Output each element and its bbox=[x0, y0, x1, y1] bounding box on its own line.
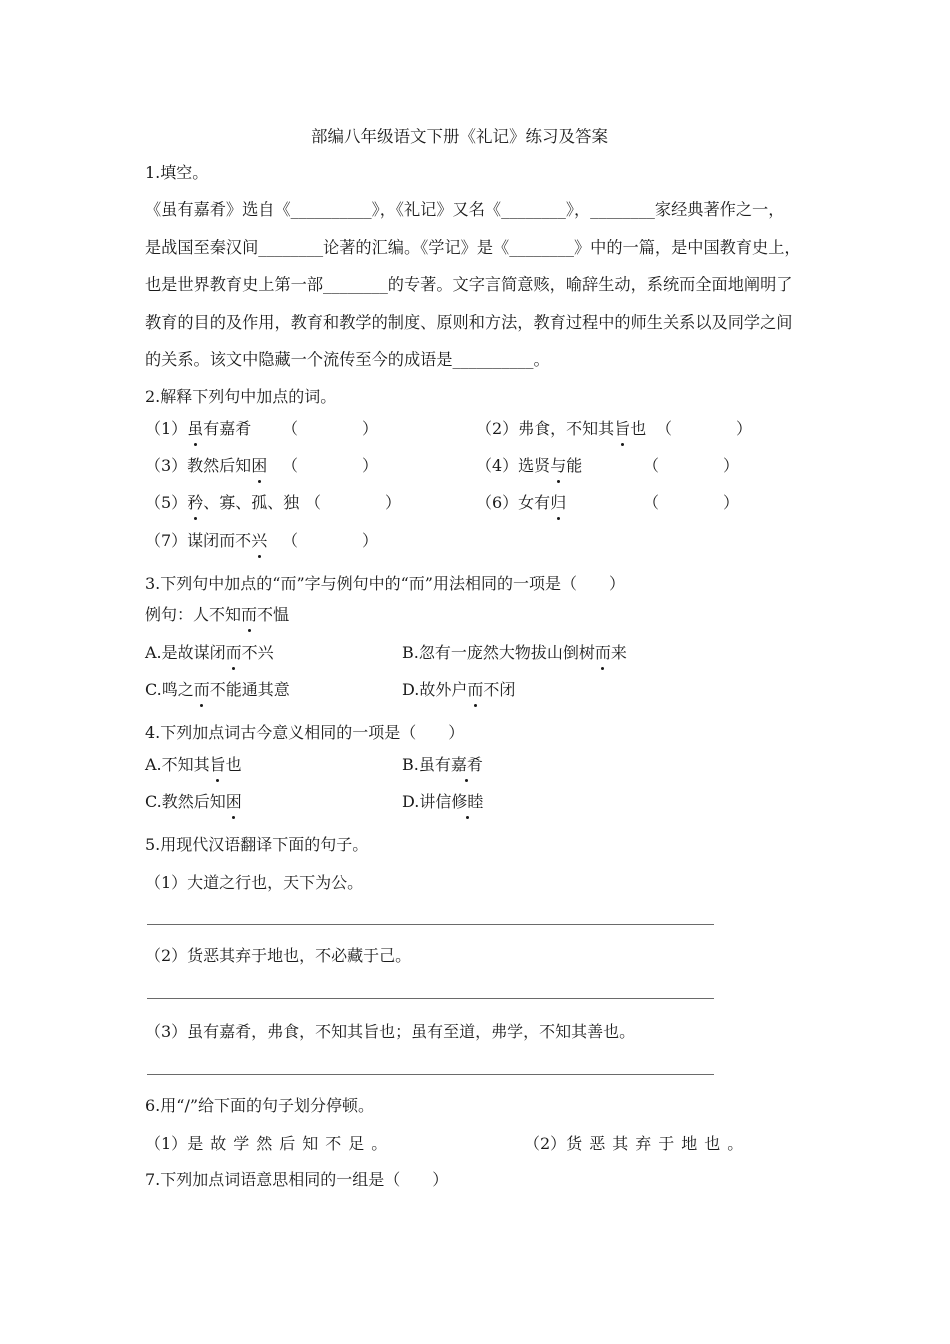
q4-option-b bbox=[402, 755, 483, 775]
q2-item-7-prefix: （7）谋闭而不 bbox=[145, 531, 252, 550]
q5-answer-line-1 bbox=[147, 924, 714, 925]
q4-option-c-prefix: C.教然后知 bbox=[145, 792, 226, 811]
q2-item-7-answer: （ ） bbox=[282, 531, 379, 550]
q2-item-6 bbox=[476, 493, 566, 513]
q4-option-d-prefix: D.讲信 bbox=[402, 792, 452, 811]
q2-item-3 bbox=[145, 456, 267, 476]
q2-item-7 bbox=[145, 531, 267, 551]
q4-option-a-suffix: 也 bbox=[225, 755, 242, 774]
q2-item-6-dotted-word: 归 bbox=[550, 493, 567, 512]
q3-option-a-dotted-word: 而 bbox=[225, 643, 242, 662]
q4-option-b-prefix: B.虽有 bbox=[402, 755, 451, 774]
q2-item-7-dotted-word: 兴 bbox=[251, 531, 268, 550]
q3-option-d-suffix: 不闭 bbox=[483, 680, 516, 699]
q3-example-prefix: 例句：人不知 bbox=[145, 605, 242, 624]
q3-example-suffix: 不愠 bbox=[257, 605, 290, 624]
q4-option-c-dotted-word: 困 bbox=[225, 792, 242, 811]
q6-sentence-2 bbox=[524, 1134, 750, 1154]
q2-item-5 bbox=[145, 493, 299, 513]
q2-item-6-prefix: （6）女有 bbox=[476, 493, 551, 512]
q1-line-4: 教育的目的及作用，教育和教学的制度、原则和方法，教育过程中的师生关系以及同学之间 bbox=[145, 313, 793, 332]
q1-heading: 1.填空。 bbox=[145, 163, 209, 182]
q2-item-2 bbox=[476, 419, 646, 439]
q2-item-2-dotted-word: 旨 bbox=[614, 419, 631, 438]
q5-answer-line-3 bbox=[147, 1074, 714, 1075]
q5-sentence-3: （3）虽有嘉肴，弗食，不知其旨也；虽有至道，弗学，不知其善也。 bbox=[145, 1022, 636, 1041]
q2-item-3-prefix: （3）教然后知 bbox=[145, 456, 252, 475]
q4-option-a bbox=[145, 755, 242, 775]
page-title: 部编八年级语文下册《礼记》练习及答案 bbox=[311, 127, 608, 146]
q2-item-4-dotted-word: 与 bbox=[550, 456, 567, 475]
q2-item-1-dotted-word: 虽 bbox=[187, 419, 204, 438]
q2-item-5-answer: （ ） bbox=[305, 493, 402, 512]
q2-item-2-answer: （ ） bbox=[656, 419, 753, 438]
q3-option-b-suffix: 来 bbox=[610, 643, 627, 662]
q3-option-b bbox=[402, 643, 627, 663]
q4-heading: 4.下列加点词古今意义相同的一项是（ ） bbox=[145, 723, 465, 742]
q6-sentence-2-number: （2） bbox=[524, 1134, 567, 1153]
q4-option-d bbox=[402, 792, 483, 812]
q5-heading: 5.用现代汉语翻译下面的句子。 bbox=[145, 835, 369, 854]
q3-option-b-prefix: B.忽有一庞然大物拔山倒树 bbox=[402, 643, 595, 662]
q1-line-2: 是战国至秦汉间________论著的汇编。《学记》是《________》中的一篇，是中国教育史上， bbox=[145, 238, 801, 257]
q3-option-c-dotted-word: 而 bbox=[193, 680, 210, 699]
q2-item-1-suffix: 有嘉肴 bbox=[203, 419, 252, 438]
q2-item-1-prefix: （1） bbox=[145, 419, 188, 438]
q2-item-5-dotted-word: 矜 bbox=[187, 493, 204, 512]
q1-line-5: 的关系。该文中隐藏一个流传至今的成语是__________。 bbox=[145, 350, 550, 369]
q1-line-3: 也是世界教育史上第一部________的专著。文字言简意赅，喻辞生动，系统而全面地阐明了 bbox=[145, 275, 793, 294]
q4-option-a-dotted-word: 旨 bbox=[209, 755, 226, 774]
q5-sentence-2: （2）货恶其弃于地也，不必藏于己。 bbox=[145, 946, 412, 965]
q3-option-a bbox=[145, 643, 274, 663]
q2-item-1-answer: （ ） bbox=[282, 419, 379, 438]
q3-option-d-dotted-word: 而 bbox=[467, 680, 484, 699]
q7-heading: 7.下列加点词语意思相同的一组是（ ） bbox=[145, 1170, 449, 1189]
q2-item-4 bbox=[476, 456, 582, 476]
q2-item-4-suffix: 能 bbox=[566, 456, 583, 475]
q3-option-a-suffix: 不兴 bbox=[241, 643, 274, 662]
q6-sentence-1-number: （1） bbox=[145, 1134, 188, 1153]
q4-option-a-prefix: A.不知其 bbox=[145, 755, 210, 774]
q6-sentence-1 bbox=[145, 1134, 394, 1154]
q3-option-a-prefix: A.是故谋闭 bbox=[145, 643, 226, 662]
q3-option-c bbox=[145, 680, 290, 700]
q6-heading: 6.用“/”给下面的句子划分停顿。 bbox=[145, 1096, 375, 1115]
q2-item-3-dotted-word: 困 bbox=[251, 456, 268, 475]
q2-item-2-suffix: 也 bbox=[630, 419, 647, 438]
q2-item-3-answer: （ ） bbox=[282, 456, 379, 475]
q3-heading: 3.下列句中加点的“而”字与例句中的“而”用法相同的一项是（ ） bbox=[145, 574, 625, 593]
q5-answer-line-2 bbox=[147, 998, 714, 999]
q4-option-c bbox=[145, 792, 242, 812]
q6-sentence-1-text: 是故学然后知不足。 bbox=[187, 1134, 395, 1153]
q5-sentence-1: （1）大道之行也，天下为公。 bbox=[145, 873, 364, 892]
q1-line-1: 《虽有嘉肴》选自《__________》，《礼记》又名《________》，________家经典著作之一， bbox=[145, 200, 785, 219]
q2-item-4-prefix: （4）选贤 bbox=[476, 456, 551, 475]
q2-item-5-suffix: 、寡、孤、独 bbox=[203, 493, 300, 512]
q2-heading: 2.解释下列句中加点的词。 bbox=[145, 387, 337, 406]
q3-example bbox=[145, 605, 289, 625]
q4-option-b-dotted-word: 嘉肴 bbox=[450, 755, 483, 774]
q3-example-dotted-word: 而 bbox=[241, 605, 258, 624]
q3-option-d-prefix: D.故外户 bbox=[402, 680, 468, 699]
q3-option-d bbox=[402, 680, 515, 700]
q2-item-1 bbox=[145, 419, 251, 439]
q4-option-d-dotted-word: 修睦 bbox=[451, 792, 484, 811]
q3-option-c-suffix: 不能通其意 bbox=[209, 680, 290, 699]
q2-item-4-answer: （ ） bbox=[643, 456, 740, 475]
q2-item-2-prefix: （2）弗食，不知其 bbox=[476, 419, 615, 438]
q2-item-5-prefix: （5） bbox=[145, 493, 188, 512]
q3-option-c-prefix: C.鸣之 bbox=[145, 680, 194, 699]
q3-option-b-dotted-word: 而 bbox=[594, 643, 611, 662]
q6-sentence-2-text: 货恶其弃于地也。 bbox=[566, 1134, 751, 1153]
q2-item-6-answer: （ ） bbox=[643, 493, 740, 512]
